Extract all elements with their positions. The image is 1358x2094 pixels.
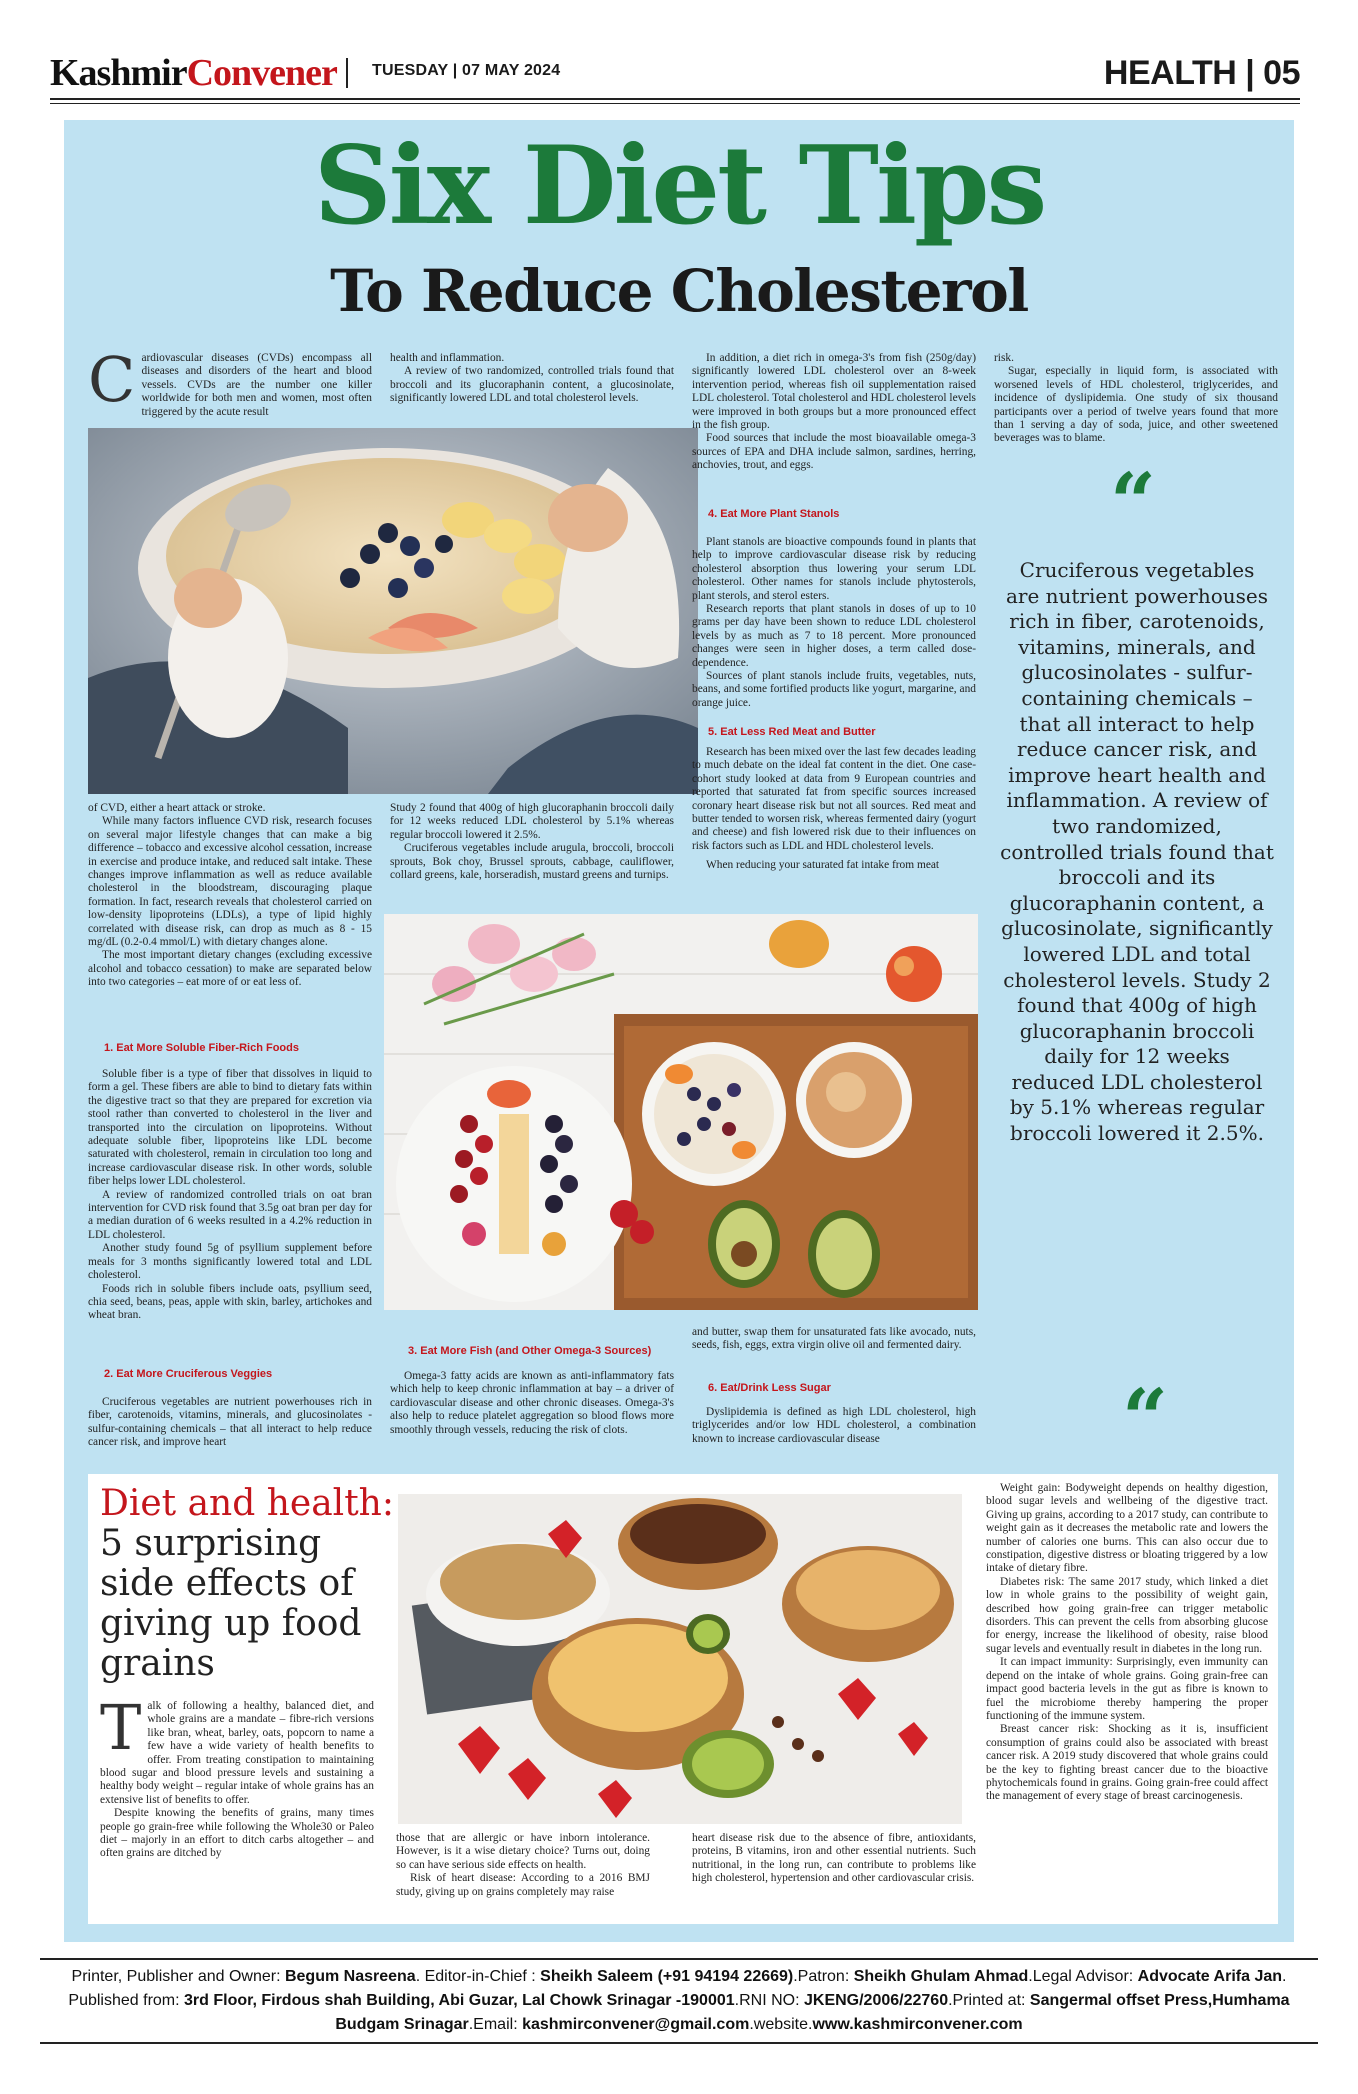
quote-mark-icon: “	[1110, 455, 1157, 549]
healthy-food-table-photo	[384, 914, 978, 1310]
footer-line-3: Budgam Srinagar.Email: kashmirconvener@gmail.com.website.www.kashmirconvener.com	[335, 2016, 1023, 2033]
footer-line-1: Printer, Publisher and Owner: Begum Nasreena. Editor-in-Chief : Sheikh Saleem (+91 94194 22669).Patron: Sheikh Ghulam Ahmad.Legal Advisor: Advocate Arifa Jan.	[71, 1968, 1287, 1985]
drop-cap: C	[88, 343, 136, 416]
masthead	[50, 52, 1300, 94]
article-title: Six Diet Tips	[313, 123, 1045, 249]
brand-logo: KashmirConvener	[50, 52, 337, 94]
col1-fiber-text: Soluble fiber is a type of fiber that dissolves in liquid to form a gel. These fibers are able to bind to dietary fats within the digestive tract so that they are prepared for excretion via stool rather than converted to cholesterol in the liver and transported into the circulation on lipoproteins. Without adequate soluble fiber, lipoproteins like LDL become saturated with cholesterol, remain in circulation too long and increase cardiovascular disease risk. In other words, soluble fiber helps lower LDL cholesterol. A review of randomized controlled trials on oat bran intervention for CVD risk found that 3.5g oat bran per day for a median duration of 6 weeks resulted in a 4.2% reduction in LDL cholesterol. Another study found 5g of psyllium supplement before meals for 3 months significantly lowered total and LDL cholesterol. Foods rich in soluble fibers include oats, psyllium seed, chia seed, beans, peas, apple with skin, barley, artichokes and wheat bran.	[88, 1068, 372, 1322]
section-page-label: HEALTH | 05	[1103, 54, 1300, 92]
heading-tip-5: 5. Eat Less Red Meat and Butter	[708, 726, 876, 738]
col2-omega-text: Omega-3 fatty acids are known as anti-inflammatory fats which help to keep chronic inflammation at bay – a driver of cardiovascular disease and other chronic diseases. Omega-3's also help to reduce platelet aggregation so blood flows more smoothly through vessels, reducing the risk of clots.	[390, 1370, 674, 1436]
masthead-rule-thin	[50, 103, 1300, 104]
footer-rule-top	[40, 1958, 1318, 1960]
heading-tip-2: 2. Eat More Cruciferous Veggies	[104, 1368, 273, 1380]
heading-tip-6: 6. Eat/Drink Less Sugar	[708, 1382, 831, 1394]
footer-line-2: Published from: 3rd Floor, Firdous shah Building, Abi Guzar, Lal Chowk Srinagar -190001.RNI NO: JKENG/2006/22760.Printed at: Sangermal offset Press,Humhama	[68, 1992, 1290, 2009]
grains-intro-text: Talk of following a healthy, balanced diet, and whole grains are a mandate – fibre-rich versions like bran, wheat, barley, oats, popcorn to name a few have a wide variety of health benefits to offer. From treating constipation to maintaining blood sugar and blood pressure levels and sustaining a healthy body weight – regular intake of whole grains has an extensive list of benefits to offer. Despite knowing the benefits of grains, many times people go grain-free while following the Whole30 or Paleo diet – majorly in an effort to ditch carbs altogether – and often grains are ditched by	[100, 1691, 374, 1860]
grains-headline-kicker: Diet and health:	[100, 1483, 394, 1524]
col3-upper-text: In addition, a diet rich in omega-3's from fish (250g/day) significantly lowered LDL cholesterol over an 8-week intervention period, whereas fish oil supplementation raised LDL cholesterol. Total cholesterol and HDL cholesterol levels were improved in both groups but a more pronounced effect in the fish group. Food sources that include the most bioavailable omega-3 sources of EPA and DHA include salmon, sardines, herring, anchovies, trout, and eggs.	[692, 352, 976, 472]
grains-drop-cap: T	[100, 1691, 142, 1764]
heading-tip-4: 4. Eat More Plant Stanols	[708, 508, 840, 520]
masthead-separator	[346, 58, 348, 88]
issue-date: TUESDAY | 07 MAY 2024	[372, 62, 561, 79]
grains-col3-text: heart disease risk due to the absence of fibre, antioxidants, proteins, B vitamins, iron and other essential nutrients. Such nutritional, in the long run, can contribute to problems like high cholesterol, hypertension and other cardiovascular crisis.	[692, 1832, 976, 1885]
col1-cruciferous-text: Cruciferous vegetables are nutrient powerhouses rich in fiber, carotenoids, vitamins, minerals, and glucosinolates - sulfur-containing chemicals – that all interact to help reduce cancer risk, and improve heart	[88, 1396, 372, 1449]
footer-rule-bottom	[40, 2042, 1318, 2044]
col3-sugar-text: Dyslipidemia is defined as high LDL cholesterol, high triglycerides and/or low HDL cholesterol, a combination known to increase cardiovascular disease	[692, 1406, 976, 1445]
col3-lower-text: and butter, swap them for unsaturated fats like avocado, nuts, seeds, fish, eggs, extra virgin olive oil and fermented dairy.	[692, 1326, 976, 1352]
heading-tip-1: 1. Eat More Soluble Fiber-Rich Foods	[104, 1042, 299, 1054]
masthead-rule	[50, 98, 1300, 100]
grains-col2-text: those that are allergic or have inborn intolerance. However, is it a wise dietary choice? Turns out, doing so can have serious side effects on health. Risk of heart disease: According to a 2016 BMJ study, giving up on grains completely may raise	[396, 1832, 650, 1898]
grains-col4-text: Weight gain: Bodyweight depends on healthy digestion, blood sugar levels and wellbeing of the digestive tract. Giving up grains, according to a 2017 study, can contribute to weight gain as it decreases the metabolic rate and lowers the number of calories one burns. This can also occur due to constipation, digestive distress or bloating triggered by a low intake of dietary fibre. Diabetes risk: The same 2017 study, which linked a diet low in whole grains to the possibility of weight gain, described how going grain-free can trigger metabolic disorders. This can prevent the cells from absorbing glucose for energy, increase the likelihood of obesity, raise blood sugar levels and eventually result in diabetes in the long run. It can impact immunity: Surprisingly, even immunity can depend on the intake of whole grains. Going grain-free can impact good bacteria levels in the gut as fibre is known to fuel the microbiome thereby hampering the proper functioning of the immune system. Breast cancer risk: Shocking as it is, insufficient consumption of grains could also be associated with breast cancer risk. A 2019 study discovered that whole grains could be the key to fighting breast cancer due to the bioactive phytochemicals found in grains. Going grain-free could affect the management of every stage of breast carcinogenesis.	[986, 1482, 1268, 1803]
quote-mark-icon-bottom: “	[1122, 1371, 1169, 1465]
grains-bowls-photo	[398, 1494, 962, 1824]
heading-tip-3: 3. Eat More Fish (and Other Omega-3 Sources)	[408, 1345, 652, 1357]
col2-main-text: Study 2 found that 400g of high glucoraphanin broccoli daily for 12 weeks reduced LDL cholesterol by 5.1% whereas regular broccoli lowered it 2.5%. Cruciferous vegetables include arugula, broccoli, broccoli sprouts, Bok choy, Brussel sprouts, cabbage, cauliflower, collard greens, kale, horseradish, mustard greens and turnips.	[390, 802, 674, 882]
col4-top-text: risk. Sugar, especially in liquid form, is associated with worsened levels of HDL cholesterol, triglycerides, and incidence of dyslipidemia. One study of six thousand participants over a period of twelve years found that more than 1 serving a day of soda, juice, and other sweetened beverages was to blame.	[994, 352, 1278, 445]
intro-paragraph: Cardiovascular diseases (CVDs) encompass all diseases and disorders of the heart and blood vessels. CVDs are the number one killer worldwide for both men and women, most often triggered by the acute result	[88, 343, 372, 418]
grains-headline: 5 surprising side effects of giving up food grains	[100, 1523, 362, 1684]
col1-main-text: of CVD, either a heart attack or stroke. While many factors influence CVD risk, research focuses on several major lifestyle changes that can make a big difference – tobacco and excessive alcohol cessation, increase in exercise and produce intake, and reduced salt intake. These changes improve inflammation as well as reduce available cholesterol in the bloodstream, discouraging plaque formation. In fact, research reveals that cholesterol carried on low-density lipoproteins (LDLs), a type of lipid highly correlated with disease risk, can drop as much as 8 - 15 mg/dL (0.2-0.4 mmol/L) with dietary changes alone. The most important dietary changes (excluding excessive alcohol and tobacco cessation) to make are separated below into two categories – eat more of or eat less of.	[88, 802, 372, 989]
col3-stanols-text: Plant stanols are bioactive compounds found in plants that help to improve cardiovascular disease risk by reducing cholesterol absorption thus lowering your serum LDL cholesterol. Other names for stanols include phytosterols, plant sterols, and sterol esters. Research reports that plant stanols in doses of up to 10 grams per day have been shown to reduce LDL cholesterol levels by as much as 7 to 18 percent. More pronounced changes were seen in higher doses, a term called dose-dependence. Sources of plant stanols include fruits, vegetables, nuts, beans, and some fortified products like yogurt, margarine, and orange juice.	[692, 536, 976, 709]
oatmeal-bowl-photo	[88, 428, 698, 794]
article-subtitle: To Reduce Cholesterol	[330, 257, 1028, 325]
col2-top-text: health and inflammation. A review of two randomized, controlled trials found that broccoli and its glucoraphanin content, a glucosinolate, significantly lowered LDL and total cholesterol levels.	[390, 352, 674, 405]
col3-redmeat-text: Research has been mixed over the last few decades leading to much debate on the ideal fat content in the diet. One case-cohort study looked at data from 9 European countries and reported that saturated fat from specific sources increased coronary heart disease risk but not all sources. Red meat and butter tended to worsen risk, whereas fermented dairy (yogurt and cheese) and fish lowered risk due to their influences on risk factors such as LDL and HDL cholesterol levels. When reducing your saturated fat intake from meat	[692, 746, 976, 872]
pull-quote: Cruciferous vegetables are nutrient powerhouses rich in fiber, carotenoids, vitamins, minerals, and glucosinolates - sulfur-containing chemicals – that all interact to help reduce cancer risk, and improve heart health and inflammation. A review of two randomized, controlled trials found that broccoli and its glucoraphanin content, a glucosinolate, significantly lowered LDL and total cholesterol levels. Study 2 found that 400g of high glucoraphanin broccoli daily for 12 weeks reduced LDL cholesterol by 5.1% whereas regular broccoli lowered it 2.5%.	[1000, 558, 1274, 1146]
